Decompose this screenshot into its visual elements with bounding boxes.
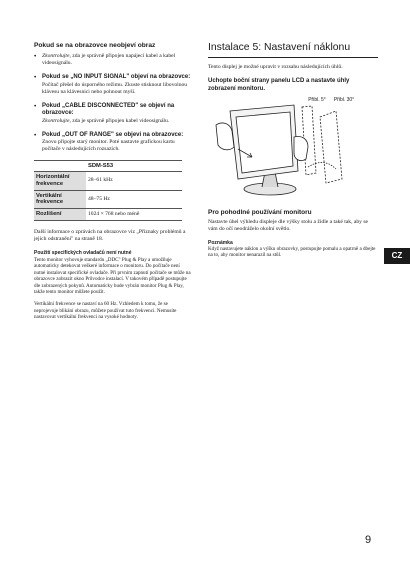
left-hand [216, 123, 234, 150]
table-model-header: SDM-S53 [86, 161, 182, 172]
bullet-mark: • [34, 53, 37, 60]
note-title: Poznámka [208, 240, 233, 246]
bullet-title: Pokud „CABLE DISCONNECTED" se objeví na obrazovce: [42, 102, 175, 116]
note-text: Když nastavujete náklon a výšku obrazovky, postupujte pomalu a opatrně a dbejte na to, aby monitor nenarazil na stůl. [208, 246, 376, 259]
table-row [34, 190, 182, 209]
bullet-text: , zda je správně připojen kabel videosignálu. [69, 117, 170, 124]
bullet-title: Pokud se „NO INPUT SIGNAL" objeví na obrazovce: [42, 74, 191, 80]
comfort-text: Nastavte úhel výhledu displeje dle výšky stolu a židle a také tak, aby se vám do očí neodráželo okolní světlo. [208, 219, 368, 232]
more-info-paragraph: Další informace o zprávách na obrazovce viz „Příznaky problémů a jejich odstranění" na straně 18. [34, 228, 186, 242]
table-row-value: 28–61 kHz [86, 172, 182, 191]
tilt-illustration-drawing [208, 97, 378, 199]
bullet-body [42, 139, 192, 153]
page-number: 9 [364, 534, 372, 546]
bullet-mark: • [34, 102, 37, 110]
bullet-emphasis: Zkontrolujte [42, 53, 70, 59]
driver-text: Tento monitor vyhovuje standardu „DDC" Plug & Play a umožňuje automaticky detekovat veškeré informace o monitoru. Do počítače není nutné instalovat specifické ovladače. Při prvním zapnutí počítače se může na obrazovce zobrazit okno Průvodce instalací. V takovém případě postupujte dle zobrazených pokynů. Automaticky bude vybrán monitor Plug & Play, takže tento monitor můžete použít. [34, 256, 191, 296]
angle-arc [308, 162, 336, 169]
table-header-blank [34, 161, 86, 172]
no-image-heading: Pokud se na obrazovce neobjeví obraz [34, 42, 156, 49]
table-row [34, 172, 182, 191]
table-row-value: 1024 × 768 nebo méně [86, 209, 182, 221]
right-column [208, 42, 378, 259]
angle-label-5: Přibl. 5° [308, 97, 326, 103]
comfort-heading: Pro pohodlné používání monitoru [208, 209, 312, 216]
bullet-text: , zda je správně připojen napájecí kabel a kabel videosignálu. [42, 53, 176, 66]
table-header-row [34, 161, 182, 172]
angle-label-30: Přibl. 30° [333, 97, 355, 103]
vertical-frequency-text: Vertikální frekvence se nastaví na 60 Hz. Vzhledem k tomu, že se neprojevuje blikání obrazu, můžete používat tuto frekvenci. Nemusíte nastavovat vertikální frekvenci na vysoké hodnoty. [34, 301, 177, 321]
bullet-item [34, 53, 192, 67]
tilt-intro: Tento displej je možné upravit v rozsahu následujících úhlů. [208, 64, 343, 70]
driver-heading: Použití specifických ovladačů není nutné [34, 249, 132, 256]
table-row-key: Rozlišení [34, 209, 86, 221]
bullet-body [42, 118, 192, 125]
bullet-title: Pokud „OUT OF RANGE" se objeví na obrazovce: [42, 131, 184, 138]
section-title: Instalace 5: Nastavení náklonu [208, 42, 378, 58]
bullet-emphasis: Zkontrolujte [42, 117, 70, 124]
bullet-body [42, 53, 192, 67]
bullet-text: Znovu připojte starý monitor. Poté nastavte grafickou kartu počítače v následujících rozsazích. [42, 139, 175, 152]
frequency-table [34, 160, 182, 221]
tilt-instruction: Uchopte boční strany panelu LCD a nastavte úhly zobrazení monitoru. [208, 78, 350, 92]
monitor-screen [236, 112, 293, 173]
language-tab: CZ [384, 248, 410, 264]
bullet-mark: • [34, 131, 37, 139]
right-hand [294, 136, 308, 160]
table-row-key: Vertikální frekvence [34, 190, 86, 209]
bullet-text: Počítač přešel do úsporného režimu. Zkuste stisknout libovolnou klávesu na klávesnici nebo pohnout myší. [42, 81, 188, 95]
bullet-item [34, 132, 192, 154]
left-column [34, 42, 192, 327]
table-row-value: 48–75 Hz [86, 190, 182, 209]
bullet-body [42, 82, 192, 96]
tilt-illustration [208, 97, 378, 199]
bullet-item [34, 74, 192, 96]
bullet-mark: • [34, 74, 37, 81]
bullet-item [34, 103, 192, 125]
tilt-outline-30 [320, 111, 342, 183]
table-row-key: Horizontální frekvence [34, 172, 86, 191]
table-row [34, 209, 182, 221]
